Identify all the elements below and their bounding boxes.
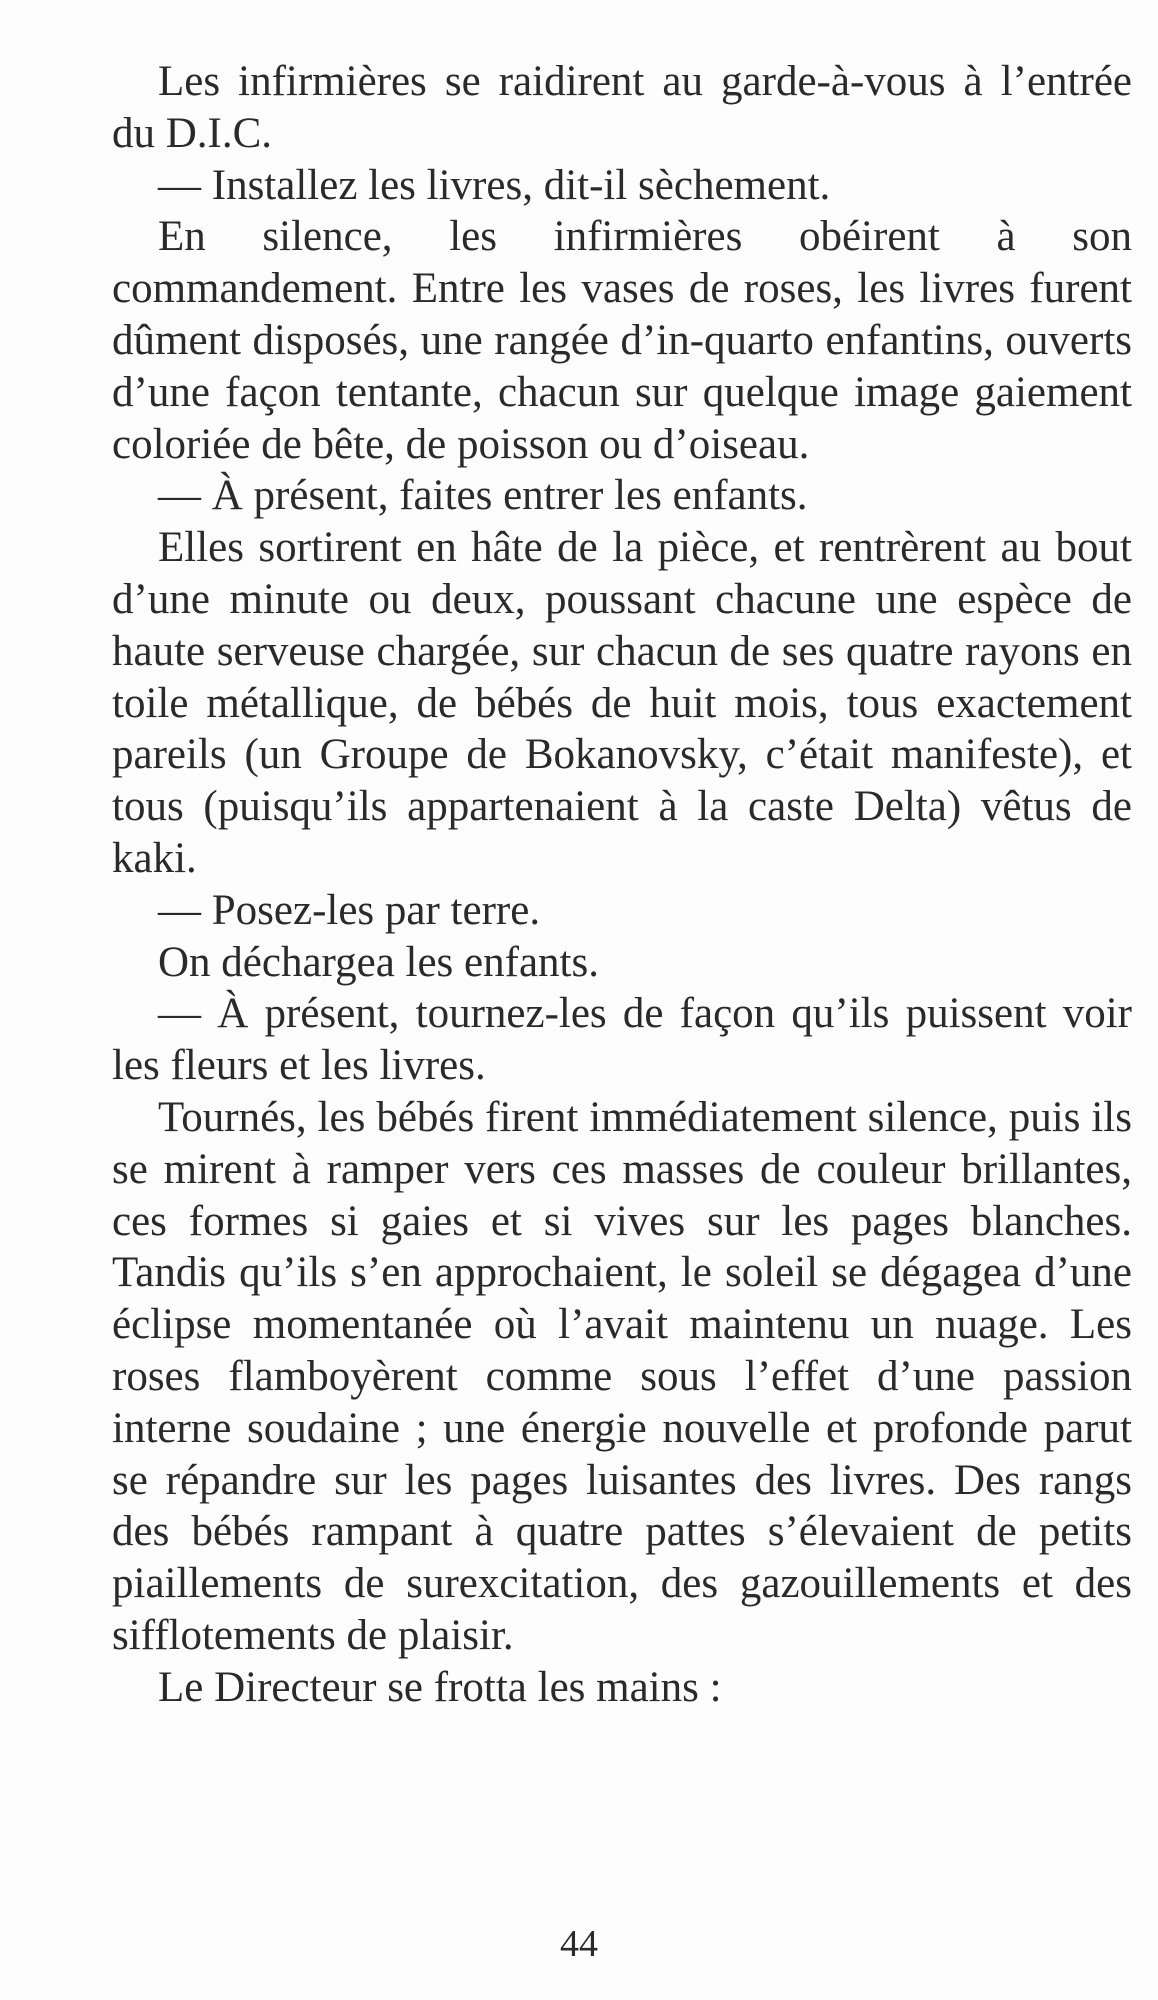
paragraph: Les infirmières se raidirent au garde-à-vous à l’entrée du D.I.C. [112,58,1132,157]
paragraph: Elles sortirent en hâte de la pièce, et rentrèrent au bout d’une minute ou deux, poussant chacune une espèce de haute serveuse chargée, sur chacun de ses quatre rayons en toile métallique, de bébés de huit mois, tous exactement pareils (un Groupe de Bokanovsky, c’était manifeste), et tous (puisqu’ils appartenaient à la caste Delta) vêtus de kaki. [112,524,1132,882]
dialogue-line: — Installez les livres, dit-il sèchement. [158,161,831,209]
dialogue-line: — À présent, faites entrer les enfants. [158,472,808,520]
page-number: 44 [560,1923,598,1965]
body-text [112,56,1132,1714]
paragraph: On déchargea les enfants. [158,938,599,986]
paragraph: Le Directeur se frotta les mains : [158,1663,722,1711]
dialogue-line: — À présent, tournez-les de façon qu’ils puissent voir les fleurs et les livres. [112,990,1132,1090]
paragraph: En silence, les infirmières obéirent à son commandement. Entre les vases de roses, les livres furent dûment disposés, une rangée d’in-quarto enfantins, ouverts d’une façon tentante, chacun sur quelque image gaiement coloriée de bête, de poisson ou d’oiseau. [112,213,1132,468]
dialogue-line: — Posez-les par terre. [158,886,541,934]
paragraph: Tournés, les bébés firent immédiatement silence, puis ils se mirent à ramper vers ces masses de couleur brillantes, ces formes si gaies et si vives sur les pages blanches. Tandis qu’ils s’en approchaient, le soleil se dégagea d’une éclipse momentanée où l’avait maintenu un nuage. Les roses flamboyèrent comme sous l’effet d’une passion interne soudaine ; une énergie nouvelle et profonde parut se répandre sur les pages luisantes des livres. Des rangs des bébés rampant à quatre pattes s’élevaient de petits piaillements de surexcitation, des gazouillements et des sifflotements de plaisir. [112,1093,1132,1659]
